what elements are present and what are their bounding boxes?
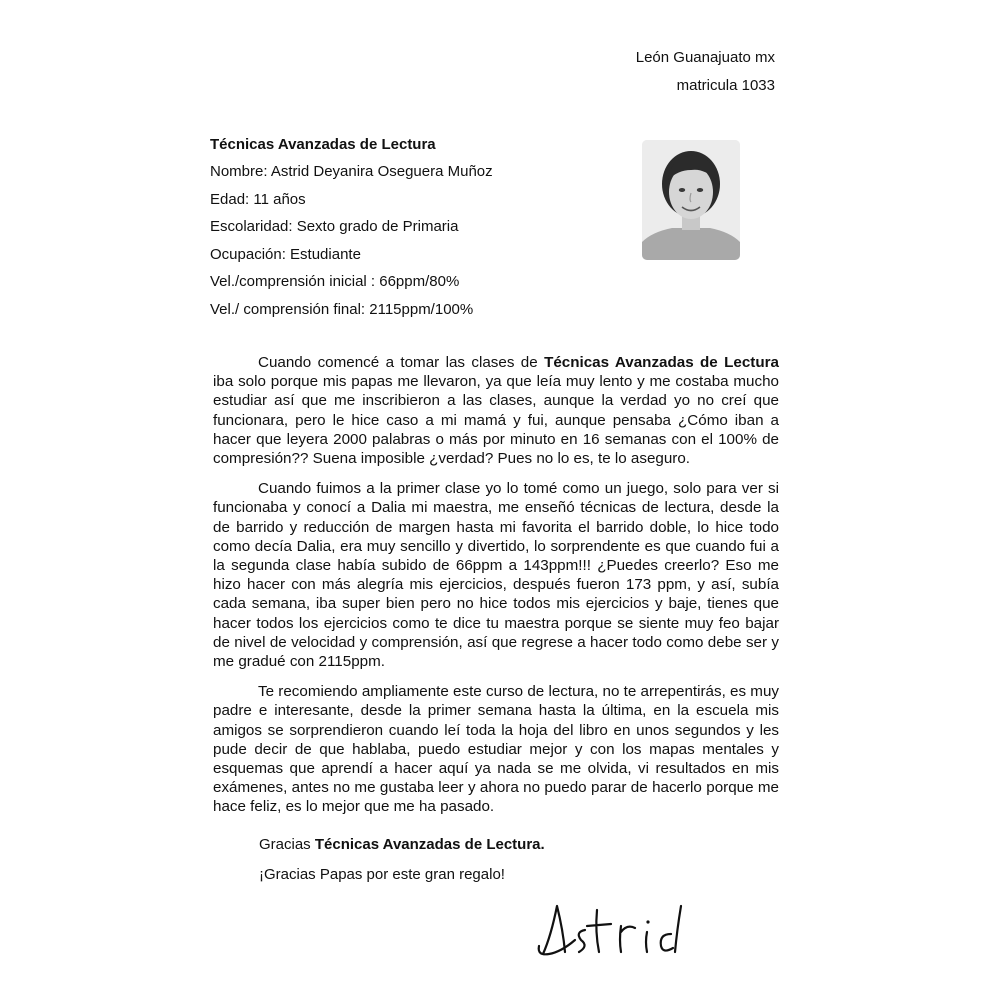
title-text: Técnicas Avanzadas de Lectura [210,136,436,153]
student-name: Nombre: Astrid Deyanira Oseguera Muñoz [210,163,493,180]
paragraph-2: Cuando fuimos a la primer clase yo lo tomé como un juego, solo para ver si funcionaba y conocí a Dalia mi maestra, me enseñó técnicas de lectura, desde la de barrido y reducción de margen hasta mi favorita el barrido doble, lo hice todo como decía Dalia, era muy sencillo y divertido, lo sorprendente es que cuando fui a la segunda clase había subido de 66ppm a 143ppm!!! ¿Puedes creerlo? Eso me hizo hacer con más alegría mis ejercicios, después fueron 173 ppm, y así, subía cada semana, iba super bien pero no hice todos mis ejercicios y baje, tienes que hacer todos los ejercicios como te dice tu maestra porque se siente muy feo bajar de nivel de velocidad y comprensión, así que regrese a hacer todo como debe ser y me gradué con 2115ppm. [213,480,779,671]
location-line: León Guanajuato mx [635,49,775,66]
thanks-course [259,836,545,853]
paragraph-1-course-name: Técnicas Avanzadas de Lectura [544,354,779,371]
paragraph-1 [213,353,779,468]
initial-reading-speed: Vel./comprensión inicial : 66ppm/80% [210,273,460,290]
student-occupation: Ocupación: Estudiante [210,246,361,263]
student-age: Edad: 11 años [210,191,306,208]
thanks-course-name: Técnicas Avanzadas de Lectura. [314,836,545,853]
paragraph-1-text-a: Cuando comencé a tomar las clases de [258,354,545,371]
paragraph-1-text-b: iba solo porque mis papas me llevaron, ya que leía muy lento y me costaba mucho estudiar así que me inscribieron a las clases, aunque la verdad yo no creí que funcionara, pero le hice caso a mi mamá y fui, aunque pensaba ¿Cómo iban a hacer que leyera 2000 palabras o más por minuto en 16 semanas con el 100% de compresión?? Suena imposible ¿verdad? Pues no lo es, te lo aseguro. [213,373,779,468]
student-photo [642,140,740,260]
student-schooling: Escolaridad: Sexto grado de Primaria [210,218,459,235]
handwritten-signature [535,896,695,966]
final-reading-speed: Vel./ comprensión final: 2115ppm/100% [210,301,474,318]
thanks-prefix: Gracias [259,836,315,853]
matricula-line: matricula 1033 [676,77,775,94]
testimonial-body [213,353,779,828]
document-title [210,136,436,153]
paragraph-3: Te recomiendo ampliamente este curso de lectura, no te arrepentirás, es muy padre e interesante, desde la primer semana hasta la última, en la escuela mis amigos se sorprendieron cuando leí toda la hoja del libro en unos segundos y les pude decir de que hablaba, puedo estudiar mejor y con los mapas mentales y esquemas que aprendí a hacer aquí ya nada se me olvida, vi resultados en mis exámenes, antes no me gustaba leer y ahora no puedo parar de hacerlo porque me hace feliz, es lo mejor que me ha pasado. [213,683,779,816]
thanks-parents: ¡Gracias Papas por este gran regalo! [259,866,505,883]
